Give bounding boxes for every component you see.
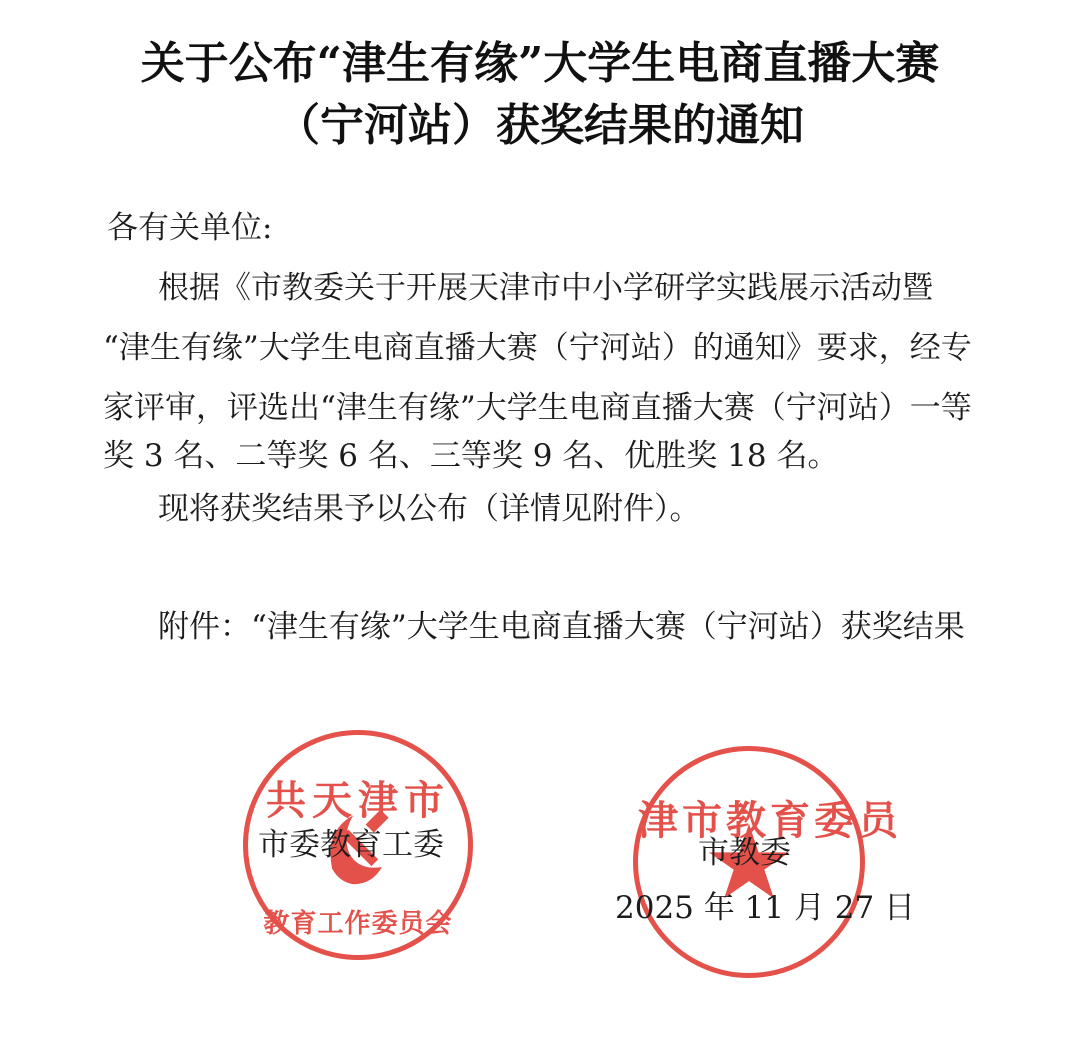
seal1-arc-text: 共天津市	[266, 777, 450, 824]
paragraph-line-3: 家评审，评选出“津生有缘”大学生电商直播大赛（宁河站）一等	[103, 390, 972, 426]
seal1-bottom-text: 教育工作委员会	[263, 909, 453, 939]
announcement: 现将获奖结果予以公布（详情见附件）。	[158, 491, 701, 527]
signer-education-commission: 市教委	[698, 835, 791, 871]
salutation: 各有关单位:	[107, 210, 273, 246]
issue-date: 2025 年 11 月 27 日	[615, 890, 916, 926]
seal2-arc-text: 津市教育委员	[638, 797, 902, 844]
document-title-line-1: 关于公布“津生有缘”大学生电商直播大赛	[140, 38, 940, 89]
document-title-line-2: （宁河站）获奖结果的通知	[276, 100, 804, 151]
paragraph-line-1: 根据《市教委关于开展天津市中小学研学实践展示活动暨	[158, 270, 933, 306]
attachment-note: 附件：“津生有缘”大学生电商直播大赛（宁河站）获奖结果	[158, 609, 965, 645]
signer-party-committee: 市委教育工委	[258, 827, 444, 863]
paragraph-line-2: “津生有缘”大学生电商直播大赛（宁河站）的通知》要求，经专	[103, 330, 972, 366]
paragraph-line-4: 奖 3 名、二等奖 6 名、三等奖 9 名、优胜奖 18 名。	[103, 438, 839, 474]
